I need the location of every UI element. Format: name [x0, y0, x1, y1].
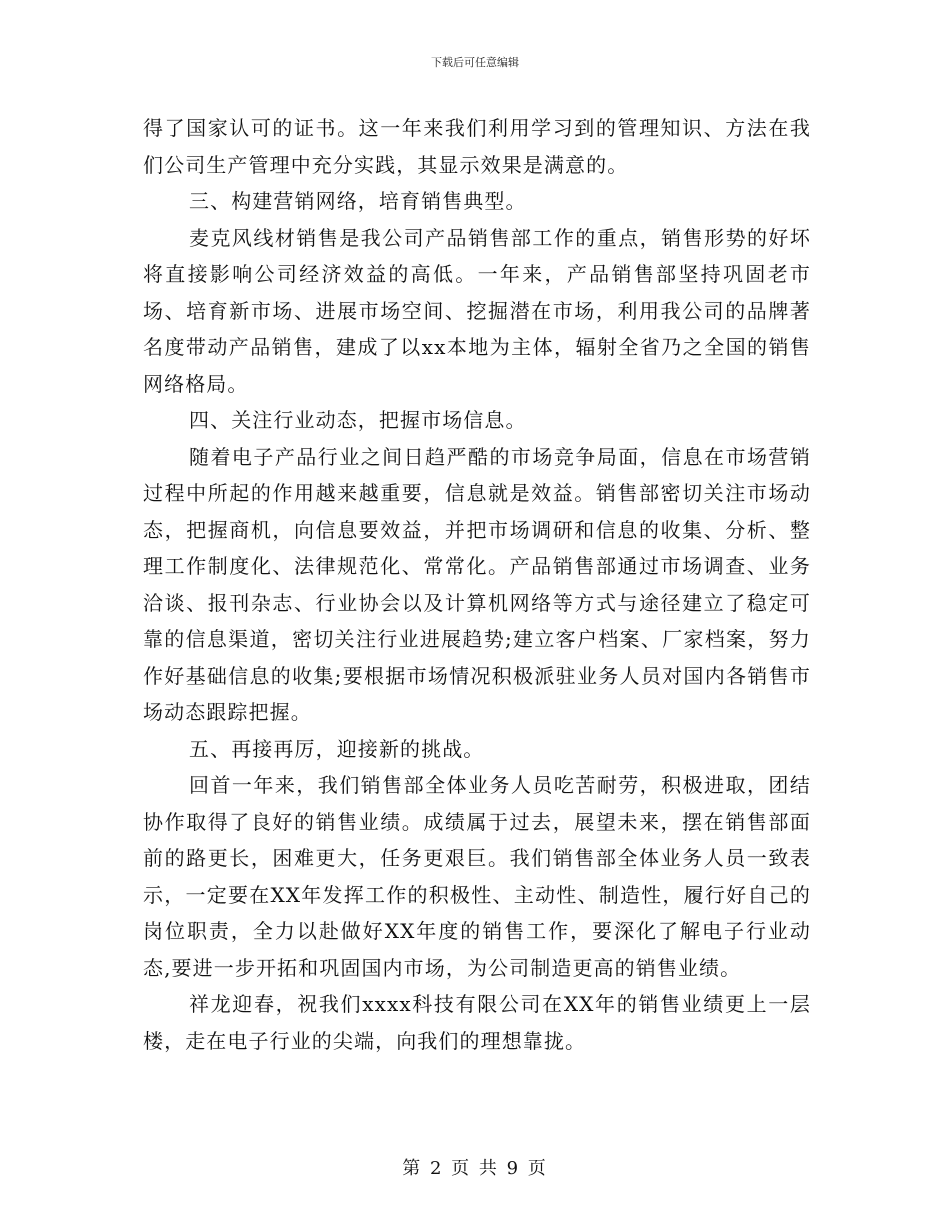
closing-paragraph: 祥龙迎春，祝我们xxxx科技有限公司在XX年的销售业绩更上一层楼，走在电子行业的尖端，向我们的理想靠拢。 [143, 992, 811, 1053]
paragraph: 回首一年来，我们销售部全体业务人员吃苦耐劳，积极进取，团结协作取得了良好的销售业绩。成绩属于过去，展望未来，摆在销售部面前的路更长，困难更大，任务更艰巨。我们销售部全体业务人员一致表示，一定要在XX年发挥工作的积极性、主动性、制造性，履行好自己的岗位职责，全力以赴做好XX年度的销售工作，要深化了解电子行业动态,要进一步开拓和巩固国内市场，为公司制造更高的销售业绩。 [143, 773, 811, 980]
paragraph-continuation: 得了国家认可的证书。这一年来我们利用学习到的管理知识、方法在我们公司生产管理中充分实践，其显示效果是满意的。 [143, 116, 811, 177]
section-heading-4: 四、关注行业动态，把握市场信息。 [189, 408, 527, 432]
section-heading-3: 三、构建营销网络，培育销售典型。 [189, 189, 527, 213]
page-header-note: 下载后可任意编辑 [431, 56, 519, 69]
document-body [143, 110, 811, 1059]
paragraph: 随着电子产品行业之间日趋严酷的市场竞争局面，信息在市场营销过程中所起的作用越来越重要，信息就是效益。销售部密切关注市场动态，把握商机，向信息要效益，并把市场调研和信息的收集、分析、整理工作制度化、法律规范化、常常化。产品销售部通过市场调查、业务洽谈、报刊杂志、行业协会以及计算机网络等方式与途径建立了稳定可靠的信息渠道，密切关注行业进展趋势;建立客户档案、厂家档案，努力作好基础信息的收集;要根据市场情况积极派驻业务人员对国内各销售市场动态跟踪把握。 [143, 444, 811, 724]
page-number: 第 2 页 共 9 页 [402, 1158, 548, 1179]
section-heading-5: 五、再接再厉，迎接新的挑战。 [189, 736, 485, 761]
paragraph: 麦克风线材销售是我公司产品销售部工作的重点，销售形势的好坏将直接影响公司经济效益的高低。一年来，产品销售部坚持巩固老市场、培育新市场、进展市场空间、挖掘潜在市场，利用我公司的品牌著名度带动产品销售，建成了以xx本地为主体，辐射全省乃之全国的销售网络格局。 [143, 225, 811, 396]
